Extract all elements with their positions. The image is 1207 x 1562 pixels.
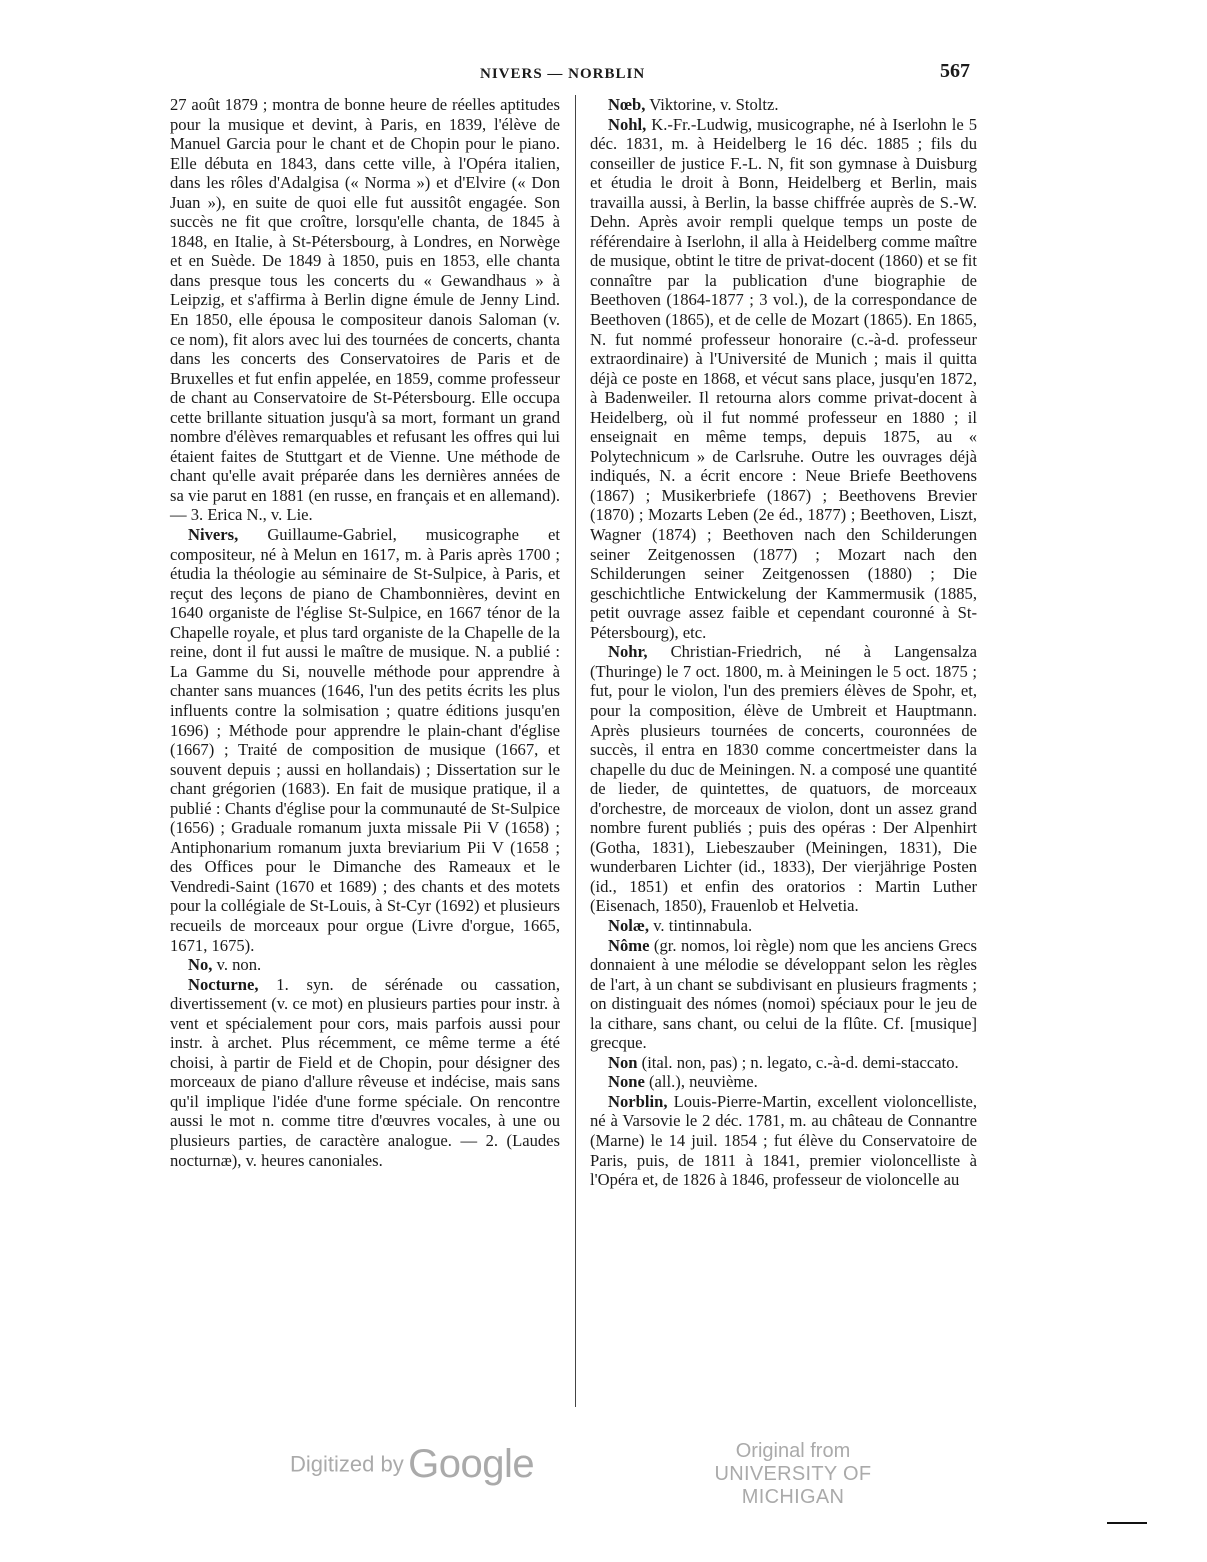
entry-headword: None	[608, 1072, 645, 1092]
entry-nivers	[170, 525, 560, 955]
entry-no	[170, 955, 560, 975]
entry-continuation	[170, 95, 560, 525]
entry-headword: Nivers,	[188, 525, 239, 545]
entry-text: v. non.	[216, 955, 262, 975]
entry-norblin	[590, 1092, 977, 1190]
entry-text: Guillaume-Gabriel, musicographe et compositeur, né à Melun en 1617, m. à Paris après 1700 ; étudia la théologie au séminaire de St-Sulpice, à Paris, et reçut des leçons de piano de Chambonnières, devint en 1640 organiste de l'église St-Sulpice, en 1667 ténor de la Chapelle royale, et plus tard organiste de la Chapelle de la reine, dont il fut aussi le maître de musique. N. a publié : La Gamme du Si, nouvelle méthode pour apprendre à chanter sans muances (1646, l'un des petits écrits les plus influents contre la solmisation ; quatre éditions jusqu'en 1696) ; Méthode pour apprendre le plain-chant d'église (1667) ; Traité de composition de musique (1667, et souvent depuis ; aussi en hollandais) ; Dissertation sur le chant grégorien (1683). En fait de musique pratique, il a publié : Chants d'église pour la communauté de St-Sulpice (1656) ; Graduale romanum juxta missale Pii V (1658) ; Antiphonarium romanum juxta breviarium Pii V (1658 ; des Offices pour le Dimanche des Rameaux et le Vendredi-Saint (1670 et 1689) ; des chants et des motets pour la collégiale de St-Louis, à St-Cyr (1692) et plusieurs recueils de morceaux pour orgue (Livre d'orgue, 1665, 1671, 1675).	[170, 525, 560, 955]
right-column	[590, 95, 977, 1190]
entry-headword: Non	[608, 1052, 638, 1072]
column-divider	[575, 95, 576, 1407]
entry-headword: Norblin,	[608, 1091, 668, 1111]
page-header	[170, 60, 970, 90]
entry-text: 1. syn. de sérénade ou cassation, divertissement (v. ce mot) en plusieurs parties pour instr. à vent et spécialement pour cors, mais parfois aussi pour instr. à archet. Plus récemment, ce même terme a été choisi, à partir de Field et de Chopin, pour désigner des morceaux de piano d'allure rêveuse et indécise, mais sans qu'il implique l'idée d'une forme spéciale. On rencontre aussi le mot n. comme titre d'œuvres vocales, à une ou plusieurs parties, de caractère analogue. — 2. (Laudes nocturnæ), v. heures canoniales.	[170, 974, 560, 1170]
digitized-by-label: Digitized by	[290, 1451, 404, 1477]
left-column	[170, 95, 560, 1170]
entry-nohr	[590, 642, 977, 916]
digitized-by-watermark	[290, 1442, 534, 1487]
entry-text: (ital. non, pas) ; n. legato, c.-à-d. demi-staccato.	[641, 1052, 959, 1072]
running-head: NIVERS — NORBLIN	[480, 66, 646, 82]
entry-non	[590, 1053, 977, 1073]
entry-headword: Nôme	[608, 935, 650, 955]
entry-headword: Nœb,	[608, 95, 646, 114]
university-label: UNIVERSITY OF MICHIGAN	[714, 1463, 872, 1508]
entry-headword: No,	[188, 955, 213, 975]
entry-headword: Nohl,	[608, 114, 647, 134]
entry-text: Viktorine, v. Stoltz.	[649, 95, 779, 114]
original-from-watermark	[668, 1440, 918, 1509]
entry-headword: Nohr,	[608, 642, 648, 662]
entry-text: K.-Fr.-Ludwig, musicographe, né à Iserlohn le 5 déc. 1831, m. à Heidelberg le 16 déc. 1885 ; fils du conseiller de justice F.-L. N, fit son gymnase à Duisburg et étudia le droit à Bonn, Heidelberg et Berlin, mais travailla aussi, à Berlin, la basse chiffrée auprès de S.-W. Dehn. Après avoir rempli quelque temps un poste de référendaire à Iserlohn, il alla à Heidelberg comme maître de musique, obtint le titre de privat-docent (1860) et se fit connaître par la publication d'une biographie de Beethoven (1864-1877 ; 3 vol.), de la correspondance de Beethoven (1865), et de celle de Mozart (1865). En 1865, N. fut nommé professeur honoraire (c.-à-d. professeur extraordinaire) à l'Université de Munich ; mais il quitta déjà ce poste en 1868, et vécut sans place, jusqu'en 1872, à Badenweiler. Il retourna alors comme privat-docent à Heidelberg, où il fut nommé professeur en 1880 ; il enseignait en même temps, depuis 1875, au « Polytechnicum » de Carlsruhe. Outre les ouvrages déjà indiqués, N. a écrit encore : Neue Briefe Beethovens (1867) ; Musikerbriefe (1867) ; Beethovens Brevier (1870) ; Mozarts Leben (2e éd., 1877) ; Beethoven, Liszt, Wagner (1874) ; Beethoven nach den Schilderungen seiner Zeitgenossen (1877) ; Mozart nach den Schilderungen seiner Zeitgenossen (1880) ; Die geschichtliche Entwickelung der Kammermusik (1885, petit ouvrage assez faible et cependant couronné à St-Pétersbourg), etc.	[590, 114, 977, 642]
entry-noeb	[590, 95, 977, 115]
entry-text: Louis-Pierre-Martin, excellent violoncelliste, né à Varsovie le 2 déc. 1781, m. au château de Connantre (Marne) le 14 juil. 1854 ; fut élève du Conservatoire de Paris, puis, de 1811 à 1841, premier violoncelliste à l'Opéra et, de 1826 à 1846, professeur de violoncelle au	[590, 1091, 978, 1190]
scan-edge-mark	[1107, 1522, 1147, 1524]
entry-text: (gr. nomos, loi règle) nom que les anciens Grecs donnaient à une mélodie se développant selon les règles de l'art, à un chant se subdivisant en plusieurs fragments ; on distinguait des nómes (nomoi) spéciaux pour le jeu de la cithare, sans chant, ou celui de la flûte. Cf. [musique] grecque.	[590, 935, 977, 1053]
google-logo: Google	[408, 1442, 535, 1486]
entry-nohl	[590, 115, 977, 643]
entry-headword: Nocturne,	[188, 974, 259, 994]
entry-text: v. tintinnabula.	[653, 915, 753, 935]
entry-nolae	[590, 916, 977, 936]
entry-text: 27 août 1879 ; montra de bonne heure de réelles aptitudes pour la musique et devint, à Paris, en 1839, l'élève de Manuel Garcia pour le chant et de Chopin pour le piano. Elle débuta en 1843, dans cette ville, à l'Opéra italien, dans les rôles d'Adalgisa (« Norma ») et d'Elvire (« Don Juan »), en suite de quoi elle fut aussitôt engagée. Son succès ne fit que croître, lorsqu'elle chanta, de 1845 à 1848, en Italie, à St-Pétersbourg, à Londres, en Norwège et en Suède. De 1849 à 1850, puis en 1853, elle chanta dans presque tous les concerts du « Gewandhaus » à Leipzig, et s'affirma à Berlin digne émule de Jenny Lind. En 1850, elle épousa le compositeur danois Saloman (v. ce nom), fit alors avec lui des tournées de concerts, chanta dans les concerts des Conservatoires de Paris et de Bruxelles et fut enfin appelée, en 1859, comme professeur de chant au Conservatoire de St-Pétersbourg. Elle occupa cette brillante situation jusqu'à sa mort, formant un grand nombre d'élèves remarquables et refusant les offres qui lui étaient faites de Stuttgart et de Vienne. Une méthode de chant qu'elle avait préparée dans les dernières années de sa vie parut en 1881 (en russe, en français et en allemand). — 3. Erica N., v. Lie.	[170, 95, 560, 525]
entry-text: Christian-Friedrich, né à Langensalza (Thuringe) le 7 oct. 1800, m. à Meiningen le 5 oct. 1875 ; fut, pour le violon, l'un des premiers élèves de Spohr, et, pour la composition, élève de Umbreit et Hauptmann. Après plusieurs tournées de concerts, couronnées de succès, il entra en 1830 comme concertmeister dans la chapelle du duc de Meiningen. N. a composé une quantité de lieder, de quintettes, de quatuors, de morceaux d'orchestre, de morceaux de violon, dont un assez grand nombre furent publiés ; puis des opéras : Der Alpenhirt (Gotha, 1831), Liebeszauber (Meiningen, 1831), Die wunderbaren Lichter (id., 1833), Der vierjährige Posten (id., 1851) et enfin des oratorios : Martin Luther (Eisenach, 1850), Frauenlob et Helvetia.	[590, 642, 978, 916]
entry-text: (all.), neuvième.	[649, 1072, 758, 1092]
entry-headword: Nolæ,	[608, 915, 650, 935]
entry-none	[590, 1072, 977, 1092]
scan-footer	[0, 1440, 1207, 1508]
entry-nome	[590, 936, 977, 1053]
original-from-label: Original from	[735, 1440, 851, 1462]
entry-nocturne	[170, 975, 560, 1170]
page-number: 567	[940, 60, 970, 82]
